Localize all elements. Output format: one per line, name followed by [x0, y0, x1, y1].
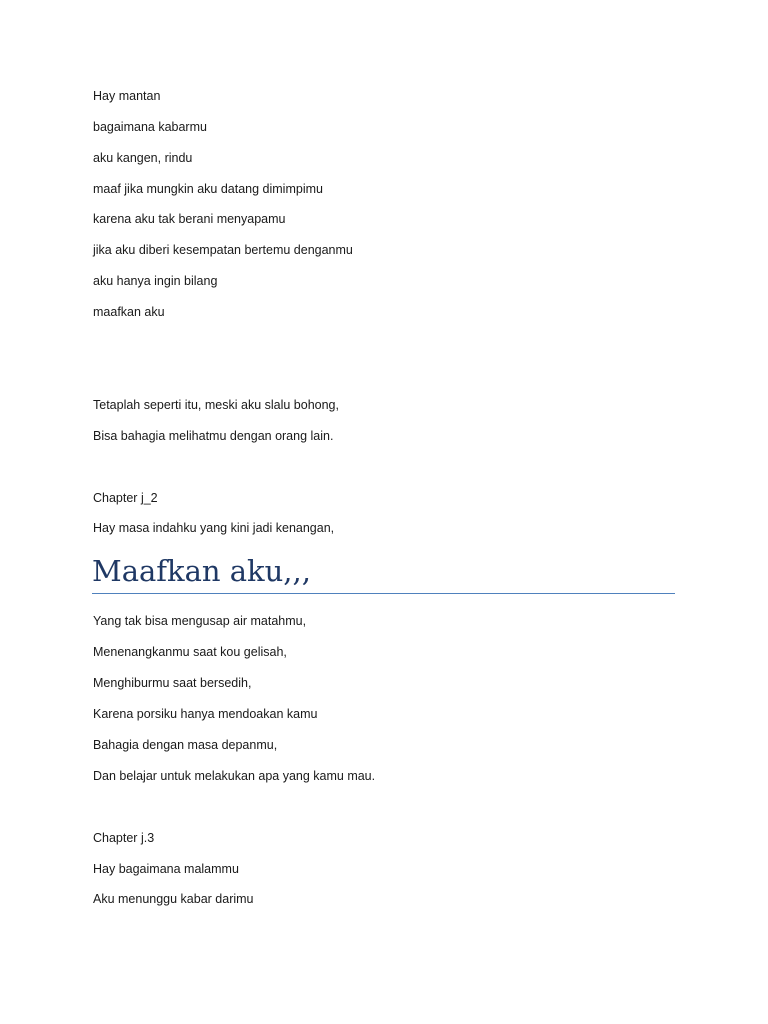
poem-line: Hay bagaimana malammu — [93, 862, 239, 876]
section-heading: Maafkan aku,,, — [92, 554, 311, 588]
poem-line: Aku menunggu kabar darimu — [93, 892, 254, 906]
poem-line: Menghiburmu saat bersedih, — [93, 676, 252, 690]
poem-line: aku hanya ingin bilang — [93, 274, 218, 288]
poem-line: maaf jika mungkin aku datang dimimpimu — [93, 182, 323, 196]
poem-line: Yang tak bisa mengusap air matahmu, — [93, 614, 307, 628]
poem-line: Dan belajar untuk melakukan apa yang kamu mau. — [93, 769, 376, 783]
poem-line: Hay masa indahku yang kini jadi kenangan, — [93, 521, 335, 535]
poem-line: bagaimana kabarmu — [93, 120, 207, 134]
poem-line: Tetaplah seperti itu, meski aku slalu bohong, — [93, 398, 339, 412]
poem-line: jika aku diberi kesempatan bertemu denganmu — [93, 243, 353, 257]
chapter-title: Chapter j.3 — [93, 831, 155, 845]
poem-line: Bisa bahagia melihatmu dengan orang lain. — [93, 429, 334, 443]
poem-line: maafkan aku — [93, 305, 165, 319]
poem-line: Karena porsiku hanya mendoakan kamu — [93, 707, 318, 721]
poem-line: Bahagia dengan masa depanmu, — [93, 738, 278, 752]
poem-line: karena aku tak berani menyapamu — [93, 212, 286, 226]
poem-line: aku kangen, rindu — [93, 151, 193, 165]
heading-underline — [92, 593, 675, 594]
chapter-title: Chapter j_2 — [93, 491, 158, 505]
poem-line: Hay mantan — [93, 89, 161, 103]
poem-line: Menenangkanmu saat kou gelisah, — [93, 645, 287, 659]
